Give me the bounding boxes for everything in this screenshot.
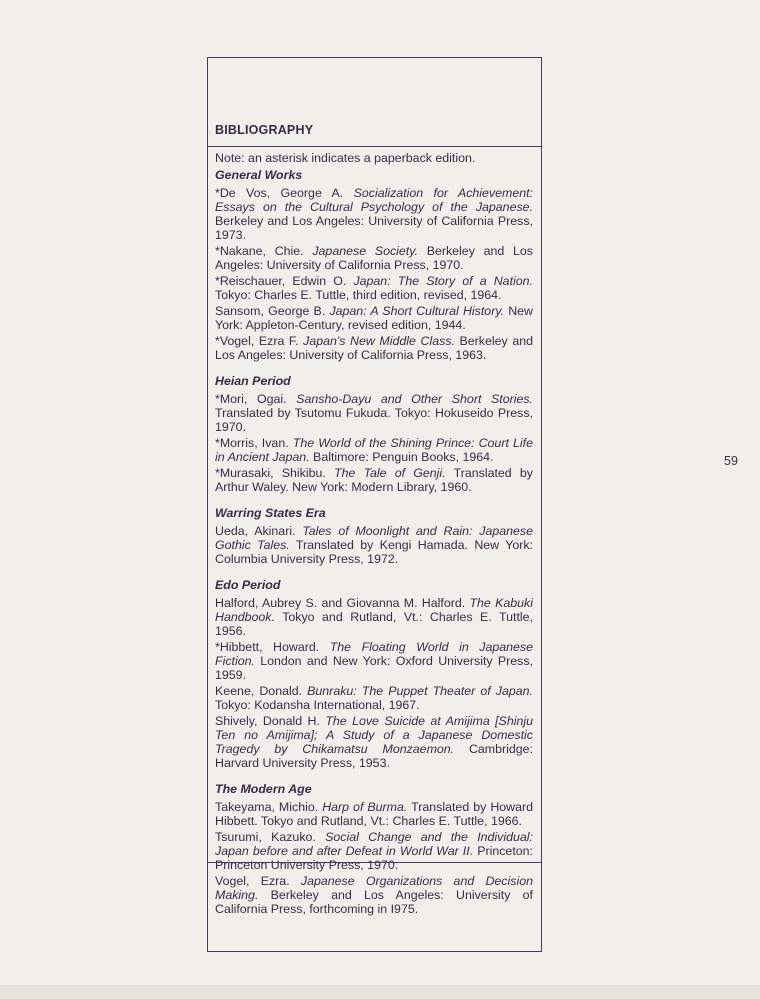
entry-publication: Tokyo and Rutland, Vt.: Charles E. Tuttle, 1956. — [215, 610, 533, 638]
entry-title: Sansho-Dayu and Other Short Stories. — [296, 392, 533, 406]
entry-publication: Translated by Arthur Waley. New York: Modern Library, 1960. — [215, 466, 533, 494]
entry-publication: Cambridge: Harvard University Press, 1953. — [215, 742, 533, 770]
entry-title: Bunraku: The Puppet Theater of Japan. — [307, 684, 533, 698]
entry-publication: Princeton: Princeton University Press, 1970. — [215, 844, 533, 872]
entry-author: Takeyama, Michio. — [215, 800, 323, 814]
entry-publication: London and New York: Oxford University Press, 1959. — [215, 654, 533, 682]
entry-publication: Berkeley and Los Angeles: University of California Press, 1973. — [215, 214, 533, 242]
entry-title: Japan: A Short Cultural History. — [329, 304, 505, 318]
bibliography-entry — [215, 436, 533, 464]
entry-author: *Mori, Ogai. — [215, 392, 297, 406]
bibliography-section — [215, 578, 533, 770]
bibliography-section — [215, 374, 533, 494]
entry-publication: New York: Appleton-Century, revised edition, 1944. — [215, 304, 534, 332]
section-title: Edo Period — [215, 578, 281, 592]
entry-title: The Kabuki Handbook. — [215, 596, 533, 624]
bibliography-entry — [215, 466, 533, 494]
entry-publication: Translated by Kengi Hamada. New York: Columbia University Press, 1972. — [215, 538, 533, 566]
entry-author: *De Vos, George A. — [215, 186, 354, 200]
entry-title: The World of the Shining Prince: Court Life in Ancient Japan. — [215, 436, 533, 464]
bibliography-heading: BIBLIOGRAPHY — [215, 123, 314, 137]
bibliography-section — [215, 782, 533, 916]
bibliography-entry — [215, 524, 533, 566]
bibliography-entry — [215, 800, 533, 828]
box-footer — [208, 862, 541, 863]
entry-publication: Baltimore: Penguin Books, 1964. — [309, 450, 494, 464]
entry-author: *Hibbett, Howard. — [215, 640, 330, 654]
section-title: Heian Period — [215, 374, 291, 388]
note-text: Note: an asterisk indicates a paperback edition. — [215, 151, 476, 165]
bibliography-entry — [215, 392, 533, 434]
page-bottom-edge — [0, 985, 760, 999]
page-number: 59 — [724, 454, 738, 468]
entry-title: Tales of Moonlight and Rain: Japanese Gothic Tales. — [215, 524, 533, 552]
bibliography-entry — [215, 714, 533, 770]
bibliography-entry — [215, 186, 533, 242]
entry-publication: Translated by Howard Hibbett. Tokyo and Rutland, Vt.: Charles E. Tuttle, 1966. — [215, 800, 534, 828]
entry-title: Harp of Burma. — [322, 800, 408, 814]
bibliography-entry — [215, 640, 533, 682]
entry-publication: Tokyo: Charles E. Tuttle, third edition, revised, 1964. — [215, 288, 502, 302]
bibliography-section — [215, 168, 533, 362]
entry-author: Tsurumi, Kazuko. — [215, 830, 326, 844]
entry-publication: Berkeley and Los Angeles: University of California Press, forthcoming in I975. — [215, 888, 533, 916]
bibliography-entry — [215, 274, 533, 302]
bibliography-entry — [215, 334, 533, 362]
entry-author: *Vogel, Ezra F. — [215, 334, 304, 348]
entry-title: Japanese Organizations and Decision Making. — [215, 874, 533, 902]
entry-author: Shively, Donald H. — [215, 714, 326, 728]
entry-author: Sansom, George B. — [215, 304, 330, 318]
entry-author: *Murasaki, Shikibu. — [215, 466, 335, 480]
entry-title: The Tale of Genji. — [334, 466, 446, 480]
entry-publication: Berkeley and Los Angeles: University of California Press, 1963. — [215, 334, 533, 362]
bibliography-box — [207, 57, 542, 952]
entry-title: Socialization for Achievement: Essays on the Cultural Psychology of the Japanese. — [215, 186, 533, 214]
entry-author: *Morris, Ivan. — [215, 436, 293, 450]
entry-publication: Berkeley and Los Angeles: University of California Press, 1970. — [215, 244, 533, 272]
bibliography-entry — [215, 304, 533, 332]
entry-title: Japanese Society. — [312, 244, 418, 258]
section-title: The Modern Age — [215, 782, 312, 796]
bibliography-entry — [215, 684, 533, 712]
bibliography-content — [215, 151, 533, 928]
entry-author: *Nakane, Chie. — [215, 244, 313, 258]
entry-author: *Reischauer, Edwin O. — [215, 274, 354, 288]
bibliography-entry — [215, 244, 533, 272]
section-title: Warring States Era — [215, 506, 326, 520]
entry-publication: Translated by Tsutomu Fukuda. Tokyo: Hokuseido Press, 1970. — [215, 406, 533, 434]
entry-title: Japan: The Story of a Nation. — [353, 274, 533, 288]
entry-author: Ueda, Akinari. — [215, 524, 303, 538]
section-title: General Works — [215, 168, 303, 182]
bibliography-section — [215, 506, 533, 566]
entry-author: Halford, Aubrey S. and Giovanna M. Halford. — [215, 596, 470, 610]
box-header — [208, 58, 541, 147]
bibliography-entry — [215, 874, 533, 916]
entry-title: Japan's New Middle Class. — [303, 334, 455, 348]
bibliography-entry — [215, 596, 533, 638]
entry-title: The Love Suicide at Amijima [Shinju Ten no Amijima]; A Study of a Japanese Domestic Tragedy by Chikamatsu Monzaemon. — [215, 714, 534, 756]
entry-author: Keene, Donald. — [215, 684, 308, 698]
entry-title: The Floating World in Japanese Fiction. — [215, 640, 533, 668]
entry-publication: Tokyo: Kodansha International, 1967. — [215, 698, 420, 712]
entry-title: Social Change and the Individual: Japan before and after Defeat in World War II. — [215, 830, 533, 858]
bibliography-entry — [215, 830, 533, 872]
entry-author: Vogel, Ezra. — [215, 874, 301, 888]
